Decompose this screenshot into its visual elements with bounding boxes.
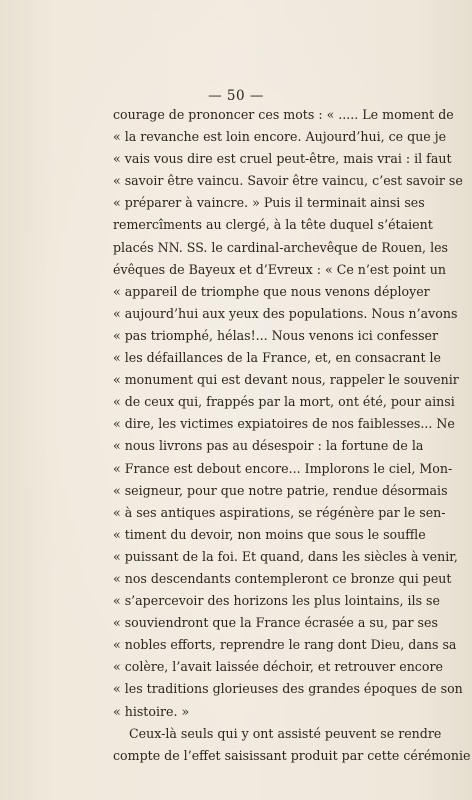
text-line: placés NN. SS. le cardinal-archevêque de Rouen, les [113,239,449,255]
text-line: « monument qui est devant nous, rappeler le souvenir [113,372,459,388]
text-line: « puissant de la foi. Et quand, dans les siècles à venir, [113,548,458,564]
text-line: « la revanche est loin encore. Aujourd’hui, ce que je [113,129,447,145]
text-line: « nobles efforts, reprendre le rang dont Dieu, dans sa [113,637,457,653]
text-line: « vais vous dire est cruel peut-être, mais vrai : il faut [113,151,452,167]
page-number: — 50 — [208,88,264,104]
text-line: « appareil de triomphe que nous venons déployer [113,283,430,299]
text-line: « préparer à vaincre. » Puis il terminait ainsi ses [113,195,425,211]
text-line: compte de l’effet saisissant produit par cette cérémonie [113,747,471,763]
text-line: remercîments au clergé, à la tête duquel s’étaient [113,217,433,233]
text-line: « France est debout encore... Implorons le ciel, Mon- [113,460,453,476]
text-line: « de ceux qui, frappés par la mort, ont été, pour ainsi [113,394,455,410]
text-line: « dire, les victimes expiatoires de nos faiblesses... Ne [113,416,455,432]
text-line: « seigneur, pour que notre patrie, rendue désormais [113,482,448,498]
text-line: « souviendront que la France écrasée a su, par ses [113,615,438,631]
text-line: « colère, l’avait laissée déchoir, et retrouver encore [113,659,443,675]
text-line: « les traditions glorieuses des grandes époques de son [113,681,463,697]
text-line: « pas triomphé, hélas!... Nous venons ici confesser [113,327,439,343]
text-line: Ceux-là seuls qui y ont assisté peuvent se rendre [129,725,442,741]
body-text [113,104,471,767]
text-line: « s’apercevoir des horizons les plus lointains, ils se [113,593,440,609]
text-line: « aujourd’hui aux yeux des populations. Nous n’avons [113,305,458,321]
text-line: « histoire. » [113,703,190,719]
text-line: évêques de Bayeux et d’Evreux : « Ce n’est point un [113,261,446,277]
text-line: « à ses antiques aspirations, se régénère par le sen- [113,504,446,520]
text-line: « nos descendants contempleront ce bronze qui peut [113,570,452,586]
text-line: courage de prononcer ces mots : « ..... Le moment de [113,107,454,122]
text-line: « savoir être vaincu. Savoir être vaincu, c’est savoir se [113,173,463,189]
text-line: « nous livrons pas au désespoir : la fortune de la [113,438,424,454]
text-line: « les défaillances de la France, et, en consacrant le [113,350,442,366]
text-line: « timent du devoir, non moins que sous le souffle [113,526,426,542]
